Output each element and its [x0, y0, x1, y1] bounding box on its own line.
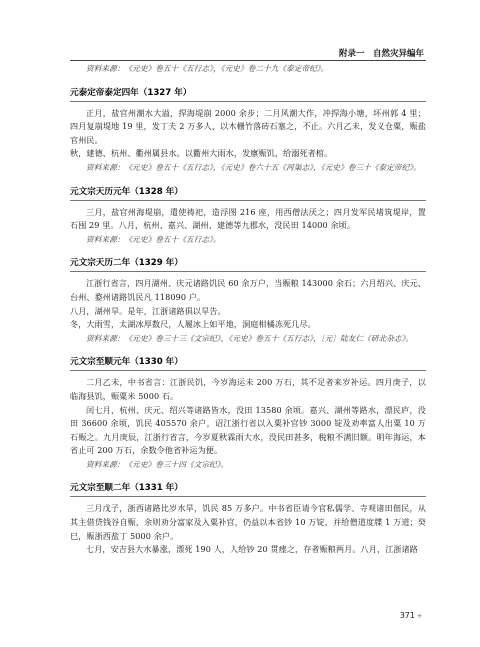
- source-citation: 资料来源：《元史》卷五十《五行志》。: [86, 234, 221, 244]
- body-paragraph: 七月，安吉县大水暴涨，漂死 190 人，人给钞 20 贯瘗之，存者赈粮两月。八月，江浙诸路: [86, 544, 418, 555]
- running-header: 附录一 自然灾异编年: [338, 49, 424, 59]
- section-rule: [70, 101, 426, 102]
- source-citation: 资料来源：《元史》卷五十《五行志》，《元史》卷二十九《泰定帝纪》。: [86, 64, 329, 73]
- section-heading: 元泰定帝泰定四年（1327 年）: [70, 87, 192, 98]
- section-heading: 元文宗天历元年（1328 年）: [70, 186, 183, 197]
- source-citation: 资料来源：《元史》卷五十《五行志》，《元史》卷六十五《河渠志》，《元史》卷三十《泰定帝纪》。: [86, 162, 421, 172]
- body-paragraph: 正月，盐官州潮水大溢，捍海堤崩 2000 余步；二月风潮大作，冲捍海小塘，坏州郭 4 里；四月复崩堤地 19 里，发丁夫 2 万多人，以木栅竹落砖石塞之，不止。六月乙未，发义仓粟，赈盐官州民。: [70, 107, 426, 145]
- page-number: [400, 611, 422, 620]
- body-paragraph: 三月戊子，浙西诸路比岁水旱，饥民 85 万多户。中书省臣请今官私儒学、寺观诸田佃民，从其主借贷钱谷自赈，余则劝分富家及入粟补官，仍益以本省钞 10 万锭，并给僧道度牒 1 万道；癸巳，赈浙西盐丁 5000 余户。: [70, 503, 426, 541]
- page-number-text: 371: [399, 611, 415, 620]
- section-heading: 元文宗至顺二年（1331 年）: [70, 483, 183, 494]
- header-rule: [70, 60, 426, 61]
- source-citation: 资料来源：《元史》卷三十四《文宗纪》。: [86, 459, 229, 469]
- page-ornament-icon: ✳: [416, 613, 422, 620]
- section-rule: [70, 200, 426, 201]
- page-content: [70, 62, 426, 557]
- section-heading: 元文宗至顺元年（1330 年）: [70, 357, 183, 368]
- section-rule: [70, 370, 426, 371]
- body-paragraph: 二月乙未，中书省言：江浙民饥，今岁海运未 200 万石，其不足者来岁补运。四月庚子，以临海县饥，赈粟米 5000 石。: [70, 377, 426, 401]
- body-paragraph: 闰七月，杭州、庆元、绍兴等诸路皆水，没田 13580 余顷。嘉兴、湖州等路水，漂民庐，没田 36600 余顷，饥民 405570 余户，诏江浙行省以入粟补官钞 3000 锭及劝率富人出粟 10 万石赈之。九月庚辰，江浙行省言，今岁夏秋霖雨大水，没民田甚多，税粮不满旧额。明年海运，本省止可 200 万石，余数令他省补运为便。: [70, 404, 426, 456]
- source-citation: 资料来源：《元史》卷三十三《文宗纪》，《元史》卷五十《五行志》，〔元〕陆友仁《研北杂志》。: [86, 333, 414, 343]
- section-rule: [70, 271, 426, 272]
- body-paragraph: 江浙行省言，四月湖州、庆元诸路饥民 60 余万户，当赈粮 143000 余石；六月绍兴、庆元、台州、婺州诸路饥民凡 118090 户。: [70, 278, 426, 302]
- body-paragraph: 三月，盐官州海堤崩，遣使祷祀，造浮图 216 座，用西僧法厌之；四月发军民堵筑堤岸，置石囤 29 里。八月，杭州、嘉兴、湖州、建德等九郡水，没民田 14000 余顷。: [70, 206, 426, 231]
- body-paragraph: 冬，大雨雪，太湖冰厚数尺，人履冰上如平地，洞庭柑橘冻死几尽。: [70, 319, 316, 330]
- section-rule: [70, 496, 426, 497]
- body-paragraph: 八月，湖州旱。是年，江浙诸路俱以旱告。: [70, 305, 226, 316]
- section-heading: 元文宗天历二年（1329 年）: [70, 258, 183, 269]
- body-paragraph: 秋，建德、杭州、衢州属县水。以衢州大雨水，发廪赈饥，给溺死者棺。: [70, 148, 333, 159]
